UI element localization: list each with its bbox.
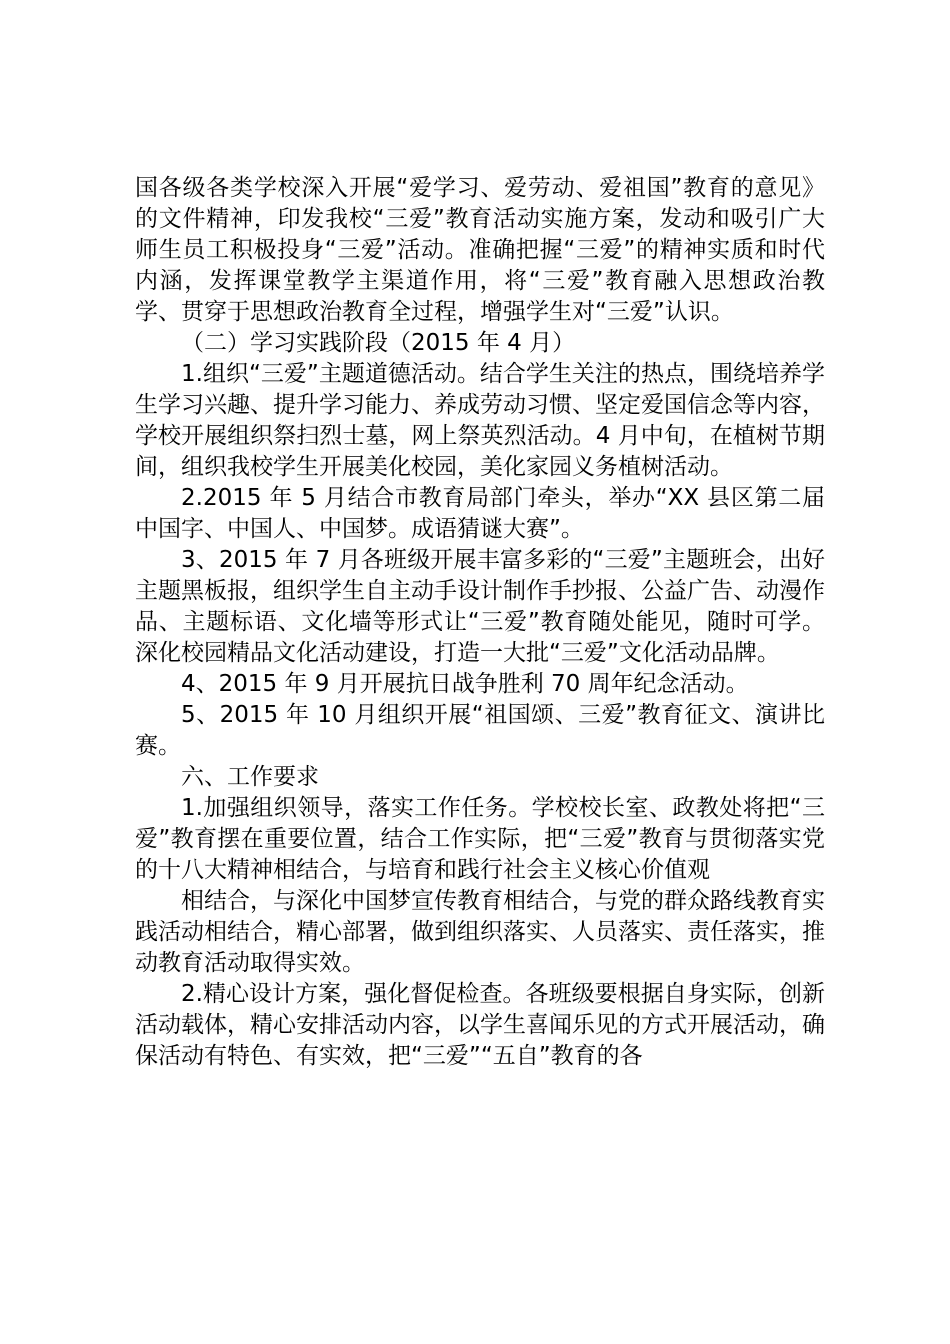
section-heading-work-requirements: 六、工作要求 [181,764,319,790]
document-body [135,173,825,1072]
paragraph-item-1: 1.组织“三爱”主题道德活动。结合学生关注的热点，围绕培养学生学习兴趣、提升学习能力、养成劳动习惯、坚定爱国信念等内容，学校开展组织祭扫烈士墓，网上祭英烈活动。4 月中旬，在植树节期间，组织我校学生开展美化校园，美化家园义务植树活动。 [135,361,825,480]
paragraph-intro-continuation: 国各级各类学校深入开展“爱学习、爱劳动、爱祖国”教育的意见》的文件精神，印发我校“三爱”教育活动实施方案，发动和吸引广大师生员工积极投身“三爱”活动。准确把握“三爱”的精神实质和时代内涵，发挥课堂教学主渠道作用，将“三爱”教育融入思想政治教学、贯穿于思想政治教育全过程，增强学生对“三爱”认识。 [135,175,825,325]
paragraph-requirement-2: 2.精心设计方案，强化督促检查。各班级要根据自身实际，创新活动载体，精心安排活动内容，以学生喜闻乐见的方式开展活动，确保活动有特色、有实效，把“三爱”“五自”教育的各 [135,981,825,1069]
paragraph-item-5: 5、2015 年 10 月组织开展“祖国颂、三爱”教育征文、演讲比赛。 [135,702,825,759]
paragraph-item-2: 2.2015 年 5 月结合市教育局部门牵头，举办“XX 县区第二届中国字、中国人、中国梦。成语猜谜大赛”。 [135,485,825,542]
paragraph-item-3: 3、2015 年 7 月各班级开展丰富多彩的“三爱”主题班会，出好主题黑板报，组织学生自主动手设计制作手抄报、公益广告、动漫作品、主题标语、文化墙等形式让“三爱”教育随处能见，随时可学。深化校园精品文化活动建设，打造一大批“三爱”文化活动品牌。 [135,547,825,666]
section-heading-practice-phase: （二）学习实践阶段（2015 年 4 月） [181,330,576,356]
paragraph-requirement-1: 1.加强组织领导，落实工作任务。学校校长室、政教处将把“三爱”教育摆在重要位置，结合工作实际，把“三爱”教育与贯彻落实党的十八大精神相结合，与培育和践行社会主义核心价值观 [135,795,825,883]
paragraph-item-4: 4、2015 年 9 月开展抗日战争胜利 70 周年纪念活动。 [181,671,749,697]
paragraph-requirement-1-continued: 相结合，与深化中国梦宣传教育相结合，与党的群众路线教育实践活动相结合，精心部署，做到组织落实、人员落实、责任落实，推动教育活动取得实效。 [135,888,825,976]
